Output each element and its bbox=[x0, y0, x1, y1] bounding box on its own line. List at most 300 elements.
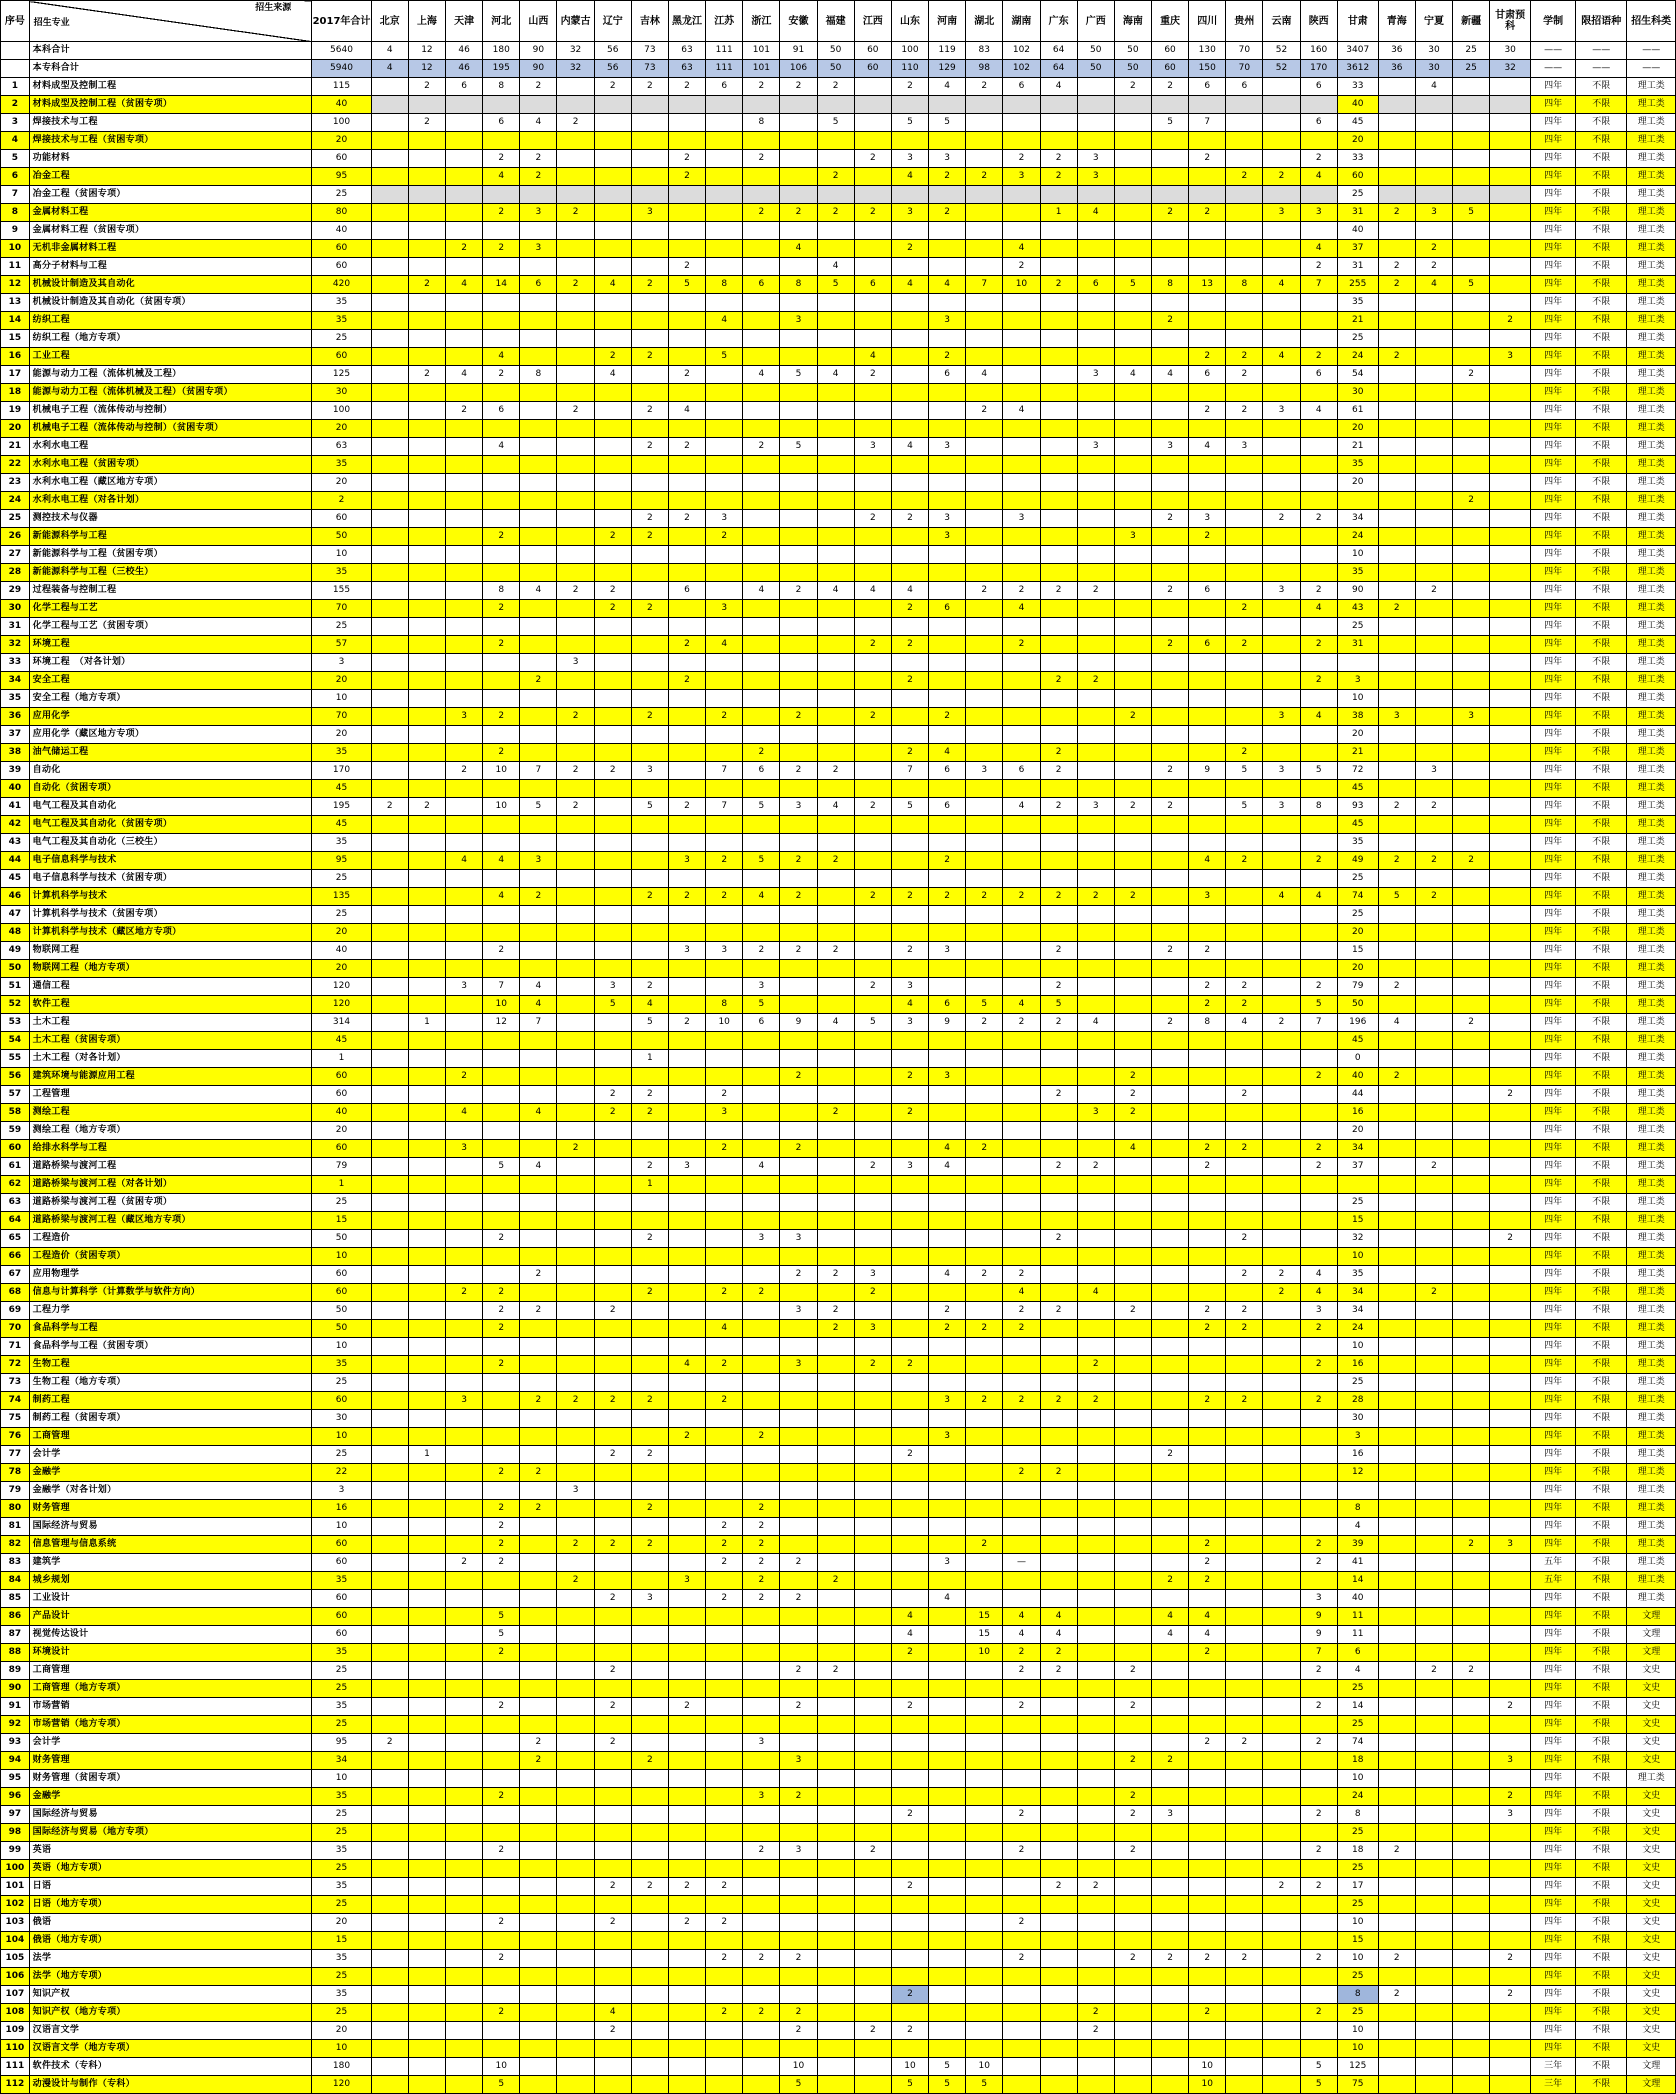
province-cell bbox=[1453, 1752, 1490, 1770]
province-cell bbox=[966, 1482, 1003, 1500]
row-category: 理工类 bbox=[1627, 438, 1676, 456]
province-cell bbox=[1415, 960, 1452, 978]
province-cell bbox=[780, 834, 817, 852]
province-cell bbox=[743, 1608, 780, 1626]
province-cell: 3 bbox=[1490, 1536, 1531, 1554]
row-language: 不限 bbox=[1576, 1428, 1627, 1446]
province-cell bbox=[817, 456, 854, 474]
province-cell bbox=[668, 1086, 705, 1104]
province-cell bbox=[1226, 222, 1263, 240]
province-cell bbox=[1415, 1860, 1452, 1878]
province-cell: 2 bbox=[1189, 1158, 1226, 1176]
province-cell bbox=[371, 582, 408, 600]
province-cell: 2 bbox=[817, 1320, 854, 1338]
major-name: 汉语言文学（地方专项） bbox=[29, 2040, 312, 2058]
row-index: 17 bbox=[1, 366, 30, 384]
row-total: 20 bbox=[312, 924, 371, 942]
province-cell bbox=[706, 1464, 743, 1482]
province-cell: 2 bbox=[891, 1356, 928, 1374]
province-cell: 2 bbox=[1189, 1536, 1226, 1554]
province-cell bbox=[966, 1050, 1003, 1068]
row-total: 60 bbox=[312, 258, 371, 276]
province-cell bbox=[929, 492, 966, 510]
province-cell: 2 bbox=[520, 1266, 557, 1284]
row-total: 60 bbox=[312, 1626, 371, 1644]
province-cell bbox=[1378, 1212, 1415, 1230]
province-cell bbox=[446, 2004, 483, 2022]
province-cell bbox=[966, 726, 1003, 744]
province-cell bbox=[929, 978, 966, 996]
province-cell bbox=[557, 870, 594, 888]
province-cell bbox=[706, 204, 743, 222]
province-cell bbox=[668, 420, 705, 438]
province-cell bbox=[594, 510, 631, 528]
province-cell bbox=[1114, 1176, 1151, 1194]
province-cell bbox=[520, 1428, 557, 1446]
province-cell bbox=[1415, 2040, 1452, 2058]
province-cell bbox=[1003, 726, 1040, 744]
row-category: 理工类 bbox=[1627, 1086, 1676, 1104]
major-name: 机械设计制造及其自动化（贫困专项） bbox=[29, 294, 312, 312]
province-cell bbox=[1189, 546, 1226, 564]
province-cell bbox=[446, 96, 483, 114]
province-cell bbox=[743, 1050, 780, 1068]
row-index: 71 bbox=[1, 1338, 30, 1356]
summary-index bbox=[1, 42, 30, 60]
province-cell bbox=[371, 96, 408, 114]
province-cell bbox=[1263, 1842, 1300, 1860]
province-cell bbox=[1114, 1050, 1151, 1068]
province-cell: 45 bbox=[1337, 114, 1378, 132]
province-cell bbox=[780, 1248, 817, 1266]
province-cell bbox=[408, 348, 445, 366]
province-cell: 2 bbox=[1300, 1068, 1337, 1086]
province-cell bbox=[1453, 1122, 1490, 1140]
province-cell: 2 bbox=[706, 1914, 743, 1932]
province-cell: 3 bbox=[1114, 528, 1151, 546]
province-cell bbox=[780, 1824, 817, 1842]
province-cell: 2 bbox=[780, 852, 817, 870]
province-cell bbox=[1378, 1158, 1415, 1176]
province-cell bbox=[1077, 492, 1114, 510]
province-cell bbox=[483, 312, 520, 330]
province-cell bbox=[594, 1428, 631, 1446]
province-cell bbox=[817, 1482, 854, 1500]
province-cell: 25 bbox=[1337, 2004, 1378, 2022]
province-cell bbox=[520, 1356, 557, 1374]
row-total: 25 bbox=[312, 1860, 371, 1878]
province-cell: 7 bbox=[706, 798, 743, 816]
province-cell: 3 bbox=[929, 528, 966, 546]
row-duration: 四年 bbox=[1531, 1824, 1576, 1842]
province-cell bbox=[743, 780, 780, 798]
province-cell: 2 bbox=[854, 366, 891, 384]
province-cell bbox=[1151, 564, 1188, 582]
major-name: 视觉传达设计 bbox=[29, 1626, 312, 1644]
province-cell: 4 bbox=[1040, 1626, 1077, 1644]
row-category: 文史 bbox=[1627, 1806, 1676, 1824]
row-total: 60 bbox=[312, 348, 371, 366]
major-name: 财务管理（贫困专项） bbox=[29, 1770, 312, 1788]
row-language: 不限 bbox=[1576, 1302, 1627, 1320]
province-cell: 2 bbox=[1114, 1806, 1151, 1824]
row-total: 50 bbox=[312, 1302, 371, 1320]
province-cell: 3 bbox=[1003, 510, 1040, 528]
province-cell: 2 bbox=[1378, 852, 1415, 870]
province-header: 宁夏 bbox=[1415, 1, 1452, 42]
row-language: 不限 bbox=[1576, 1536, 1627, 1554]
province-cell bbox=[1415, 942, 1452, 960]
row-total: 120 bbox=[312, 2076, 371, 2094]
province-cell bbox=[1453, 744, 1490, 762]
province-cell: 2 bbox=[743, 1554, 780, 1572]
row-language: 不限 bbox=[1576, 1824, 1627, 1842]
province-cell bbox=[1415, 1518, 1452, 1536]
province-cell bbox=[1490, 744, 1531, 762]
province-cell bbox=[1040, 420, 1077, 438]
province-cell: 2 bbox=[483, 1284, 520, 1302]
province-cell bbox=[817, 2004, 854, 2022]
province-cell bbox=[1151, 1824, 1188, 1842]
province-cell: 255 bbox=[1337, 276, 1378, 294]
province-cell bbox=[966, 1032, 1003, 1050]
province-cell bbox=[1300, 456, 1337, 474]
province-cell bbox=[891, 492, 928, 510]
province-cell bbox=[1040, 636, 1077, 654]
province-cell bbox=[408, 1932, 445, 1950]
row-category: 理工类 bbox=[1627, 600, 1676, 618]
row-duration: 四年 bbox=[1531, 1644, 1576, 1662]
province-cell bbox=[1189, 1662, 1226, 1680]
province-cell bbox=[1300, 1410, 1337, 1428]
province-cell bbox=[371, 204, 408, 222]
province-cell: 9 bbox=[929, 1014, 966, 1032]
province-cell bbox=[1151, 2004, 1188, 2022]
province-cell bbox=[668, 1896, 705, 1914]
row-index: 10 bbox=[1, 240, 30, 258]
province-cell bbox=[557, 1176, 594, 1194]
province-cell: 10 bbox=[1337, 1914, 1378, 1932]
row-index: 7 bbox=[1, 186, 30, 204]
major-name: 电气工程及其自动化（贫困专项） bbox=[29, 816, 312, 834]
province-cell: 28 bbox=[1337, 1392, 1378, 1410]
province-cell bbox=[1300, 1824, 1337, 1842]
province-cell bbox=[1003, 1050, 1040, 1068]
province-cell: 3 bbox=[1077, 366, 1114, 384]
province-cell bbox=[1189, 1266, 1226, 1284]
summary-cell: 111 bbox=[706, 60, 743, 78]
province-cell bbox=[817, 1518, 854, 1536]
province-cell bbox=[594, 1842, 631, 1860]
province-cell bbox=[1453, 582, 1490, 600]
province-cell bbox=[817, 1140, 854, 1158]
province-cell bbox=[631, 1734, 668, 1752]
province-cell bbox=[1300, 1968, 1337, 1986]
row-category: 理工类 bbox=[1627, 1014, 1676, 1032]
province-cell bbox=[557, 2022, 594, 2040]
summary-cell: 150 bbox=[1189, 60, 1226, 78]
province-cell: 2 bbox=[594, 1914, 631, 1932]
province-cell bbox=[1114, 1158, 1151, 1176]
province-cell bbox=[1263, 1770, 1300, 1788]
province-cell: 2 bbox=[854, 708, 891, 726]
province-cell: 3 bbox=[668, 1158, 705, 1176]
province-cell bbox=[557, 1932, 594, 1950]
province-cell bbox=[1151, 690, 1188, 708]
province-cell bbox=[1490, 654, 1531, 672]
row-language: 不限 bbox=[1576, 906, 1627, 924]
province-cell bbox=[1151, 726, 1188, 744]
row-index: 102 bbox=[1, 1896, 30, 1914]
province-cell bbox=[1415, 1338, 1452, 1356]
row-total: 125 bbox=[312, 366, 371, 384]
province-cell bbox=[1151, 1122, 1188, 1140]
row-language: 不限 bbox=[1576, 438, 1627, 456]
province-cell bbox=[1077, 348, 1114, 366]
province-cell bbox=[1040, 1356, 1077, 1374]
province-cell bbox=[1490, 96, 1531, 114]
province-cell bbox=[966, 258, 1003, 276]
province-cell bbox=[631, 384, 668, 402]
province-cell bbox=[408, 1122, 445, 1140]
province-cell bbox=[706, 1338, 743, 1356]
province-cell bbox=[780, 150, 817, 168]
province-cell bbox=[557, 1230, 594, 1248]
province-cell: 3 bbox=[929, 510, 966, 528]
row-duration: 四年 bbox=[1531, 690, 1576, 708]
province-cell bbox=[743, 456, 780, 474]
province-cell bbox=[1003, 1968, 1040, 1986]
province-cell bbox=[966, 1752, 1003, 1770]
province-cell bbox=[706, 1788, 743, 1806]
province-cell bbox=[743, 222, 780, 240]
row-category: 理工类 bbox=[1627, 618, 1676, 636]
province-cell bbox=[1415, 1122, 1452, 1140]
province-cell bbox=[706, 222, 743, 240]
row-category: 理工类 bbox=[1627, 420, 1676, 438]
province-cell bbox=[631, 564, 668, 582]
province-cell bbox=[446, 1500, 483, 1518]
province-cell: 2 bbox=[631, 1392, 668, 1410]
province-cell: 2 bbox=[1300, 1878, 1337, 1896]
province-cell bbox=[1453, 1464, 1490, 1482]
row-category: 理工类 bbox=[1627, 150, 1676, 168]
province-cell bbox=[520, 96, 557, 114]
row-category: 理工类 bbox=[1627, 1320, 1676, 1338]
province-cell bbox=[408, 960, 445, 978]
province-cell bbox=[706, 1932, 743, 1950]
province-cell bbox=[854, 186, 891, 204]
province-cell: 3 bbox=[929, 942, 966, 960]
province-cell bbox=[408, 654, 445, 672]
province-cell: 2 bbox=[1003, 1842, 1040, 1860]
province-cell bbox=[594, 384, 631, 402]
table-row bbox=[1, 1194, 1676, 1212]
province-cell: 2 bbox=[631, 78, 668, 96]
province-cell: 2 bbox=[594, 1446, 631, 1464]
province-cell bbox=[371, 1500, 408, 1518]
province-cell bbox=[1189, 1356, 1226, 1374]
province-cell bbox=[594, 96, 631, 114]
province-cell bbox=[1300, 1176, 1337, 1194]
province-cell bbox=[1114, 1680, 1151, 1698]
table-row bbox=[1, 834, 1676, 852]
row-total: 2 bbox=[312, 492, 371, 510]
major-name: 材料成型及控制工程（贫困专项） bbox=[29, 96, 312, 114]
province-cell bbox=[929, 1086, 966, 1104]
province-cell: 6 bbox=[1300, 114, 1337, 132]
province-cell bbox=[1040, 1446, 1077, 1464]
province-cell bbox=[854, 1752, 891, 1770]
row-language: 不限 bbox=[1576, 1050, 1627, 1068]
province-cell: 2 bbox=[780, 78, 817, 96]
province-cell bbox=[1300, 1716, 1337, 1734]
row-language: 不限 bbox=[1576, 1320, 1627, 1338]
province-cell bbox=[1226, 258, 1263, 276]
province-cell bbox=[631, 870, 668, 888]
province-cell: 2 bbox=[780, 2004, 817, 2022]
province-cell bbox=[706, 690, 743, 708]
province-cell bbox=[668, 1608, 705, 1626]
province-cell bbox=[557, 222, 594, 240]
province-cell: 2 bbox=[594, 2022, 631, 2040]
summary-name: 本专科合计 bbox=[29, 60, 312, 78]
province-cell bbox=[483, 1338, 520, 1356]
table-row bbox=[1, 1626, 1676, 1644]
province-cell bbox=[1378, 816, 1415, 834]
province-cell: 2 bbox=[817, 852, 854, 870]
province-cell bbox=[1003, 960, 1040, 978]
summary-cell: 60 bbox=[1151, 42, 1188, 60]
province-cell bbox=[483, 456, 520, 474]
province-cell: 2 bbox=[1077, 1392, 1114, 1410]
province-cell bbox=[706, 150, 743, 168]
province-cell bbox=[743, 672, 780, 690]
province-cell bbox=[1077, 2076, 1114, 2094]
province-cell bbox=[929, 1338, 966, 1356]
row-duration: 四年 bbox=[1531, 654, 1576, 672]
province-cell bbox=[780, 618, 817, 636]
province-header: 广东 bbox=[1040, 1, 1077, 42]
row-total: 10 bbox=[312, 1770, 371, 1788]
province-cell bbox=[1300, 1428, 1337, 1446]
province-cell bbox=[854, 1140, 891, 1158]
province-cell bbox=[1263, 636, 1300, 654]
province-cell bbox=[631, 96, 668, 114]
major-name: 食品科学与工程（贫困专项） bbox=[29, 1338, 312, 1356]
province-cell bbox=[891, 1266, 928, 1284]
province-cell bbox=[371, 852, 408, 870]
province-cell bbox=[891, 1842, 928, 1860]
province-cell bbox=[1263, 438, 1300, 456]
province-cell bbox=[371, 1104, 408, 1122]
province-cell bbox=[1453, 384, 1490, 402]
province-cell bbox=[1040, 294, 1077, 312]
province-cell bbox=[483, 870, 520, 888]
province-cell bbox=[1151, 2022, 1188, 2040]
province-cell bbox=[557, 1626, 594, 1644]
province-cell: 9 bbox=[1300, 1608, 1337, 1626]
province-cell bbox=[1453, 186, 1490, 204]
province-cell bbox=[1453, 636, 1490, 654]
province-cell bbox=[1077, 1500, 1114, 1518]
province-cell bbox=[780, 1050, 817, 1068]
province-cell bbox=[371, 1554, 408, 1572]
province-cell: 2 bbox=[668, 1014, 705, 1032]
province-cell bbox=[594, 1860, 631, 1878]
province-cell bbox=[1189, 1968, 1226, 1986]
province-cell bbox=[891, 1302, 928, 1320]
province-cell: 2 bbox=[1490, 1698, 1531, 1716]
province-cell bbox=[1003, 1158, 1040, 1176]
province-cell: 1 bbox=[1040, 204, 1077, 222]
province-cell bbox=[891, 1464, 928, 1482]
province-cell bbox=[1003, 1824, 1040, 1842]
province-cell bbox=[1040, 1212, 1077, 1230]
province-cell: 5 bbox=[668, 276, 705, 294]
province-cell bbox=[520, 330, 557, 348]
province-cell bbox=[966, 906, 1003, 924]
province-cell bbox=[1378, 636, 1415, 654]
major-name: 工程管理 bbox=[29, 1086, 312, 1104]
row-index: 111 bbox=[1, 2058, 30, 2076]
province-cell bbox=[929, 834, 966, 852]
province-cell bbox=[594, 150, 631, 168]
province-cell: 5 bbox=[1300, 2058, 1337, 2076]
row-total: 35 bbox=[312, 1698, 371, 1716]
province-cell bbox=[854, 906, 891, 924]
row-duration: 四年 bbox=[1531, 1518, 1576, 1536]
province-cell bbox=[1040, 2058, 1077, 2076]
province-cell bbox=[817, 1032, 854, 1050]
province-cell bbox=[1378, 564, 1415, 582]
province-cell bbox=[780, 168, 817, 186]
province-cell bbox=[483, 1140, 520, 1158]
province-cell bbox=[1378, 168, 1415, 186]
province-cell bbox=[780, 1482, 817, 1500]
province-cell bbox=[1263, 132, 1300, 150]
province-cell: 7 bbox=[483, 978, 520, 996]
province-cell: 3 bbox=[929, 312, 966, 330]
province-cell: 2 bbox=[743, 1842, 780, 1860]
province-cell: 2 bbox=[966, 78, 1003, 96]
province-cell bbox=[1415, 1986, 1452, 2004]
province-cell bbox=[1003, 1374, 1040, 1392]
province-cell: 37 bbox=[1337, 1158, 1378, 1176]
province-cell bbox=[1415, 1500, 1452, 1518]
province-cell bbox=[743, 1968, 780, 1986]
province-cell bbox=[1151, 1266, 1188, 1284]
province-cell bbox=[1300, 870, 1337, 888]
major-name: 纺织工程（地方专项） bbox=[29, 330, 312, 348]
province-cell bbox=[1490, 546, 1531, 564]
province-cell bbox=[1114, 1554, 1151, 1572]
province-cell bbox=[1263, 2076, 1300, 2094]
province-cell bbox=[1189, 600, 1226, 618]
province-cell bbox=[1415, 2058, 1452, 2076]
province-cell bbox=[929, 1752, 966, 1770]
province-cell: 2 bbox=[668, 78, 705, 96]
row-duration: 四年 bbox=[1531, 1446, 1576, 1464]
province-cell bbox=[854, 1482, 891, 1500]
province-cell bbox=[594, 1464, 631, 1482]
province-cell bbox=[891, 96, 928, 114]
row-language: 不限 bbox=[1576, 888, 1627, 906]
province-cell bbox=[706, 780, 743, 798]
province-cell bbox=[1003, 1734, 1040, 1752]
province-cell bbox=[1263, 1860, 1300, 1878]
row-language: 不限 bbox=[1576, 402, 1627, 420]
